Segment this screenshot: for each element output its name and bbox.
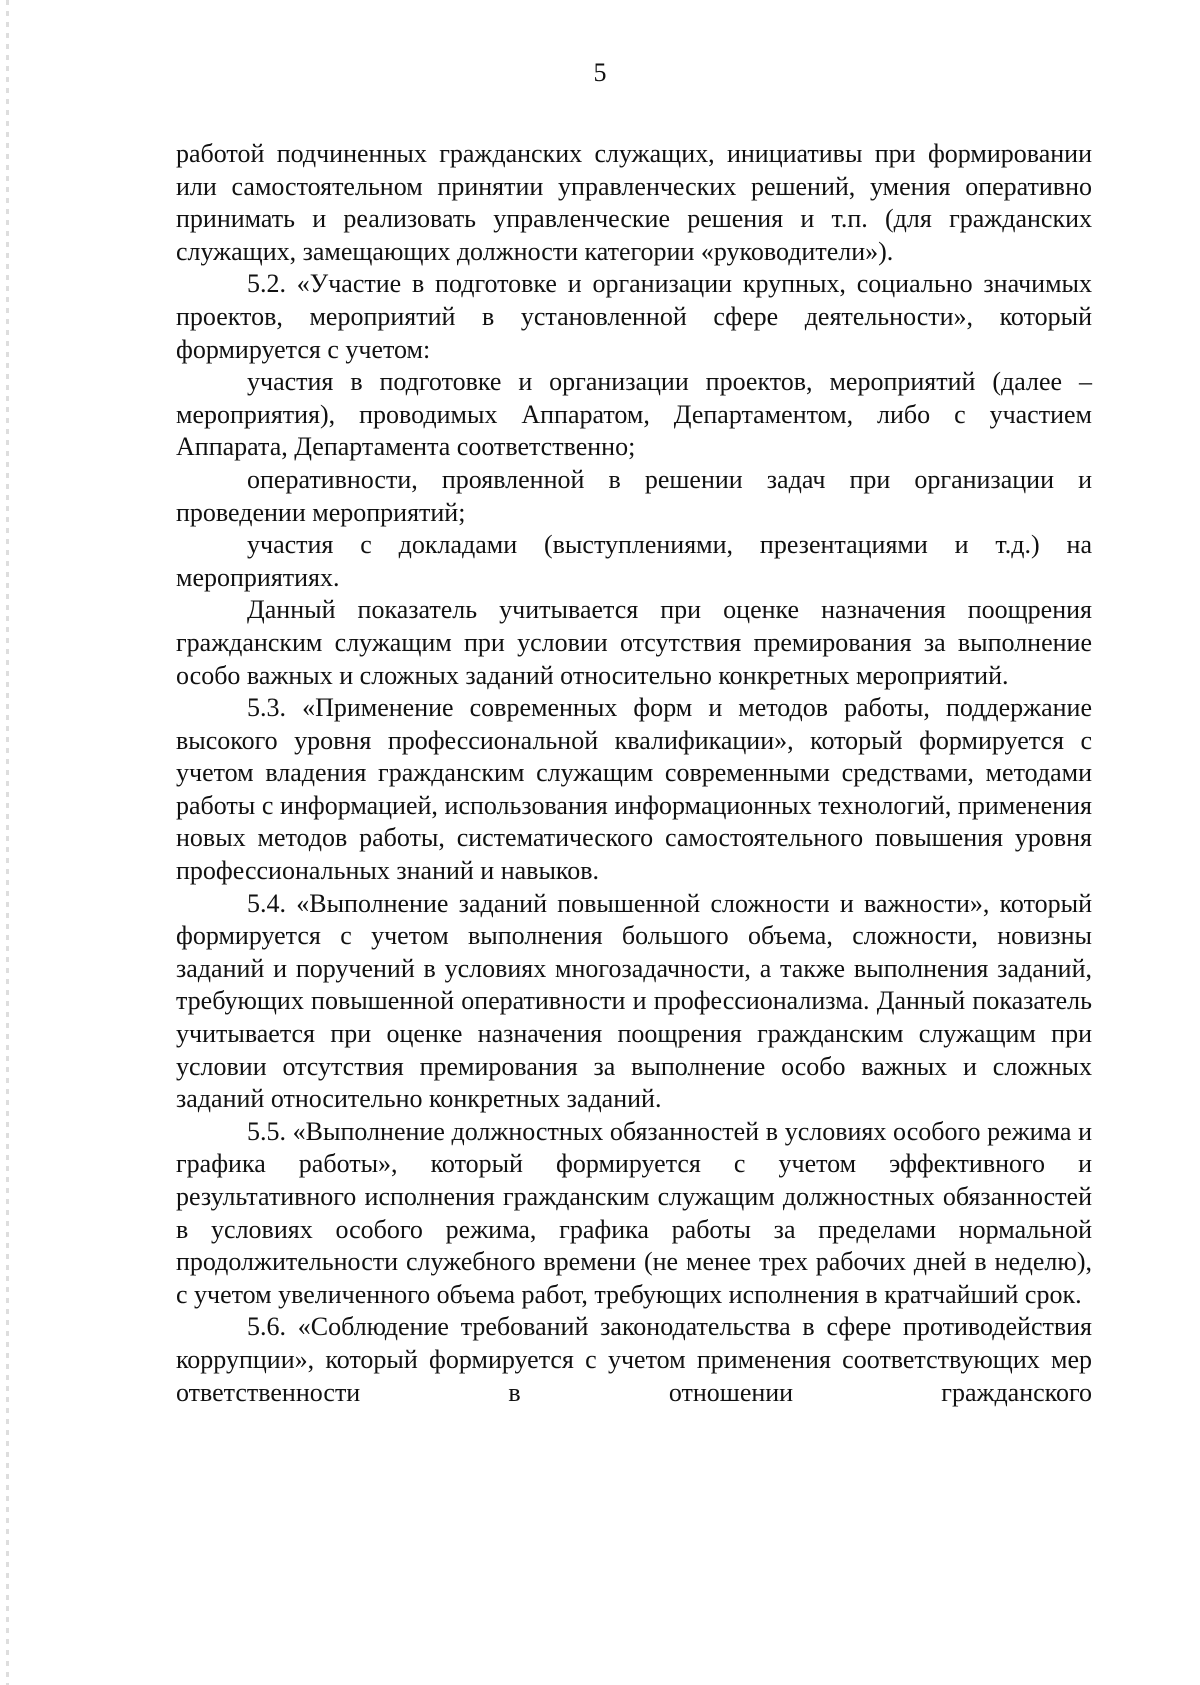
paragraph-5-2-item-reports: участия с докладами (выступлениями, презентациями и т.д.) на мероприятиях. [176,530,1092,592]
paragraph-5-2: 5.2. «Участие в подготовке и организации крупных, социально значимых проектов, мероприятий в установленной сфере деятельности», который формируется с учетом: [176,269,1092,364]
paragraph-5-5: 5.5. «Выполнение должностных обязанностей в условиях особого режима и графика работы», который формируется с учетом эффективного и результативного исполнения гражданским служащим должностных обязанностей в условиях особого режима, графика работы за пределами нормальной продолжительности служебного времени (не менее трех рабочих дней в неделю), с учетом увеличенного объема работ, требующих исполнения в кратчайший срок. [176,1116,1092,1309]
paragraph-continuation: работой подчиненных гражданских служащих, инициативы при формировании или самостоятельном принятии управленческих решений, умения оперативно принимать и реализовать управленческие решения и т.п. (для гражданских служащих, замещающих должности категории «руководители»). [176,139,1092,266]
page-number: 5 [593,58,607,87]
paragraph-5-2-item-efficiency: оперативности, проявленной в решении задач при организации и проведении мероприятий; [176,464,1092,527]
paragraph-5-2-item-participation: участия в подготовке и организации проектов, мероприятий (далее – мероприятия), проводимых Аппаратом, Департаментом, либо с участием Аппарата, Департамента соответственно; [176,367,1092,462]
paragraph-5-4: 5.4. «Выполнение заданий повышенной сложности и важности», который формируется с учетом выполнения большого объема, сложности, новизны заданий и поручений в условиях многозадачности, а также выполнения заданий, требующих повышенной оперативности и профессионализма. Данный показатель учитывается при оценке назначения поощрения гражданским служащим при условии отсутствия премирования за выполнение особо важных и сложных заданий относительно конкретных заданий. [176,888,1092,1114]
paragraph-5-3: 5.3. «Применение современных форм и методов работы, поддержание высокого уровня профессиональной квалификации», который формируется с учетом владения гражданским служащим современными средствами, методами работы с информацией, использования информационных технологий, применения новых методов работы, систематического самостоятельного повышения уровня профессиональных знаний и навыков. [176,693,1092,886]
body-text [176,138,1092,1409]
scan-edge-artifact [6,0,9,1685]
paragraph-5-6: 5.6. «Соблюдение требований законодательства в сфере противодействия коррупции», который формируется с учетом применения соответствующих мер ответственности в отношении гражданского [176,1312,1092,1407]
paragraph-5-2-note: Данный показатель учитывается при оценке назначения поощрения гражданским служащим при условии отсутствия премирования за выполнение особо важных и сложных заданий относительно конкретных мероприятий. [176,595,1092,690]
